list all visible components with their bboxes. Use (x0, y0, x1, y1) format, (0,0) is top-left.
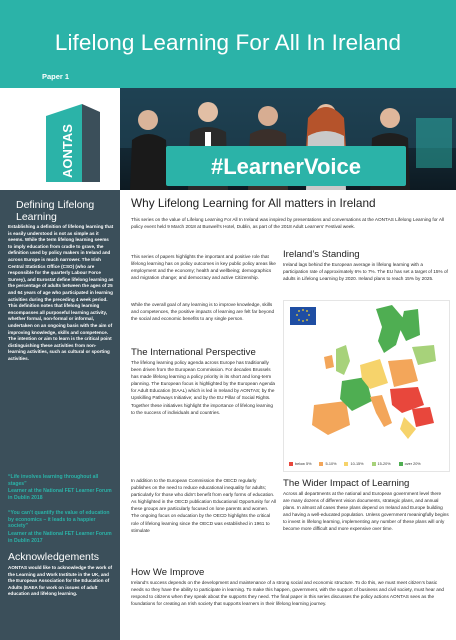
wider-impact-heading: The Wider Impact of Learning (283, 478, 410, 489)
quote-2: “You can’t quantify the value of education by economics – it leads to a happier society” (8, 510, 110, 530)
legend-swatch (319, 462, 323, 466)
main-title: Why Lifelong Learning for All matters in Ireland (131, 196, 376, 210)
oecd-text: In addition to the European Commission the OECD regularly publishes on the need to reduce educational inequality for adults; particularly for those who didn’t benefit from early forms of education. As highlighted in the OECD publication Educational Opportunity for All these groups are particularly focused on lone parents and women. The ongoing focus on education by the OECD highlights the critical role of lifelong learning since the OECD was established in 1961 to stimulate (131, 478, 277, 533)
legend-label: 15-20% (377, 462, 391, 466)
legend-label: 5-10% (325, 462, 337, 466)
international-text: The lifelong learning policy agenda across Europe has traditionally been driven from the European Commission. For decades Brussels has made lifelong learning a policy priority in its short and long-term planning. The European focus is highlighted by the European Agenda for Adult Education (EAAL) which is led in Ireland by AONTAS; by the Upskilling Pathways Initiative; and by the EU Pillar of Social Rights. Together these initiatives highlight the importance of lifelong learning to the success of individuals and countries. (131, 360, 276, 415)
legend-item (372, 462, 391, 466)
international-heading: The International Perspective (131, 347, 256, 358)
defining-text: Establishing a definition of lifelong learning that is easily understood is not as simple as it seems. While the term lifelong learning seems to imply education from cradle to grave, the definition used by policy makers in Ireland and across Europe is much narrower. The Irish Central Statistics Office (CSO) (who are responsible for the quarterly Labour Force Survey), and Eurostat define lifelong learning as the percentage of adults between the ages of 25 and 64 years of age who participated in learning activities during the preceding 4 week period. This definition notes that lifelong learning encompasses all purposeful learning activity, whether formal, non-formal or informal, undertaken on an ongoing basis with the aim of improving knowledge, skills and competence. The intention or aim to learn is the critical point distinguishing these activities from non-learning activities, such as cultural or sporting activities. (8, 224, 114, 361)
legend-swatch (372, 462, 376, 466)
acknowledgements-text: AONTAS would like to acknowledge the work of the Learning and Work Institute in the UK, and the European Association for the Education of Adults (EAEA for work on issues of adult education and lifelong learning. (8, 565, 113, 597)
legend-item (344, 462, 363, 466)
how-we-improve-heading: How We Improve (131, 567, 205, 578)
wider-impact-text: Across all departments at the national and European government level there are many dozens of different vision documents, strategic plans, and annual plans. In almost all cases these plans depend on Ireland and Europe building and having a well-educated population. Unless government meaningfully begins to invest in lifelong learning, implementing any number of these plans will only become more difficult and more expensive over time. (283, 491, 449, 532)
logo-panel (0, 88, 120, 190)
legend-label: below 5% (295, 462, 312, 466)
standing-heading: Ireland’s Standing (283, 249, 360, 260)
quote-2-attribution: Learner at the National FET Learner Forum in Dublin 2017 (8, 531, 112, 544)
europe-map-graphic (284, 301, 449, 459)
logo-text: AONTAS (60, 124, 75, 178)
event-photo (120, 88, 456, 190)
series-text: This series of papers highlights the important and positive role that lifelong learning has on policy outcomes in key public policy areas like employment and the economy; health and wellbeing; demographics and migration change; and democracy and active Citizenship. (131, 254, 276, 281)
legend-item (289, 462, 311, 466)
paper-label: Paper 1 (42, 72, 70, 81)
defining-heading: Defining Lifelong Learning (16, 199, 95, 223)
quote-1: “Life involves learning throughout all stages” (8, 474, 99, 487)
legend-item (319, 462, 336, 466)
legend-label: 10-15% (350, 462, 364, 466)
map-legend (289, 462, 421, 466)
page-title: Lifelong Learning For All In Ireland (54, 30, 402, 55)
how-we-improve-text: Ireland’s success depends on the development and maintenance of a strong social and economic structure. To do this, we must meet citizen’s basic needs so they have the ability to participate in learning. To make this happen, government, with the support of business and civil society, must hear and respond to citizens when they speak about the supports they need. The final paper in this series discusses the policy actions AONTAS sees as the foundations for creating an Irish society that supports learners in their lifelong learning journey. (131, 580, 445, 607)
sidebar (0, 190, 120, 640)
intro-text: This series on the value of Lifelong Learning For All In Ireland was inspired by presentations and conversations at the AONTAS Lifelong Learning for All policy event held 9 March 2018 at Buswell’s Hotel, Dublin, as part of the 2018 Adult Learners’ Festival week. (131, 217, 445, 230)
legend-swatch (344, 462, 348, 466)
legend-swatch (399, 462, 403, 466)
standing-text: Ireland lags behind the European average in lifelong learning with a participation rate of approximately 6% to 7%. The EU has set a target of 15% of adults in Lifelong Learning by 2020. Ireland plans to reach 15% by 2025. (283, 262, 448, 282)
aontas-logo (38, 102, 108, 182)
europe-participation-map (283, 300, 450, 472)
learnervoice-hashtag: #LearnerVoice (210, 154, 362, 179)
acknowledgements-heading: Acknowledgements (8, 551, 100, 563)
quote-1-attribution: Learner at the National FET Learner Forum in Dublin 2018 (8, 488, 112, 501)
goal-text: While the overall goal of any learning is to improve knowledge, skills and competences, the positive impacts of learning are felt far beyond the social and economic benefits to any single person. (131, 302, 275, 322)
header-banner (0, 0, 456, 88)
legend-swatch (289, 462, 293, 466)
legend-label: over 20% (404, 462, 421, 466)
legend-item (399, 462, 421, 466)
